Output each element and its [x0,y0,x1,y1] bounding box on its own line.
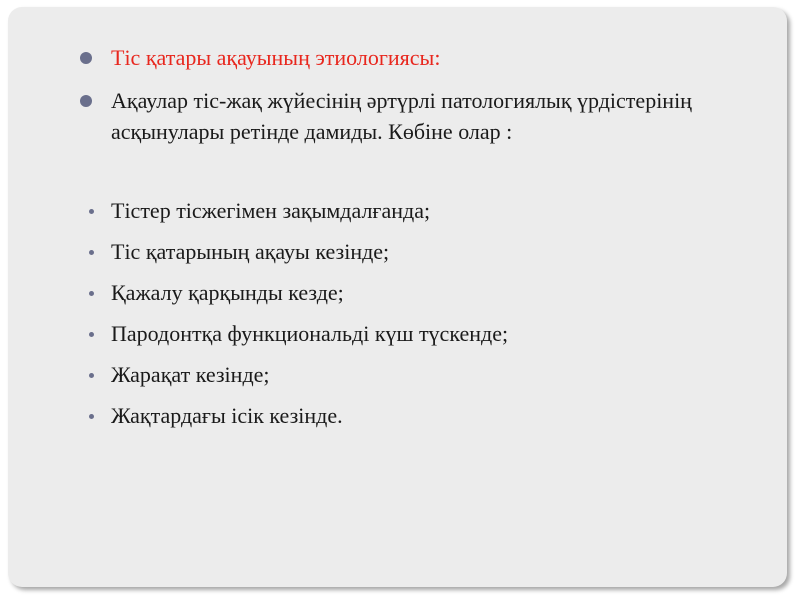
circle-bullet-icon [80,95,92,107]
intro-paragraph: Ақаулар тіс-жақ жүйесінің әртүрлі патологиялық үрдістерінің асқынулары ретінде дамиды. Көбіне олар : [111,88,692,144]
list-item: Қажалу қарқынды кезде; [111,280,344,305]
list-item: Тіс қатарының ақауы кезінде; [111,239,390,264]
dot-bullet-icon [89,373,94,378]
dot-bullet-icon [89,414,94,419]
dot-bullet-icon [89,332,94,337]
dot-bullet-icon [89,250,94,255]
circle-bullet-icon [80,52,92,64]
dot-bullet-icon [89,209,94,214]
list-item: Жақтардағы ісік кезінде. [111,403,343,428]
list-item: Тістер тісжегімен зақымдалғанда; [111,198,431,223]
dot-bullet-icon [89,291,94,296]
slide-title: Тіс қатары ақауының этиологиясы: [111,45,441,70]
list-item: Жарақат кезінде; [111,362,270,387]
list-item: Пародонтқа функциональді күш түскенде; [111,321,509,346]
